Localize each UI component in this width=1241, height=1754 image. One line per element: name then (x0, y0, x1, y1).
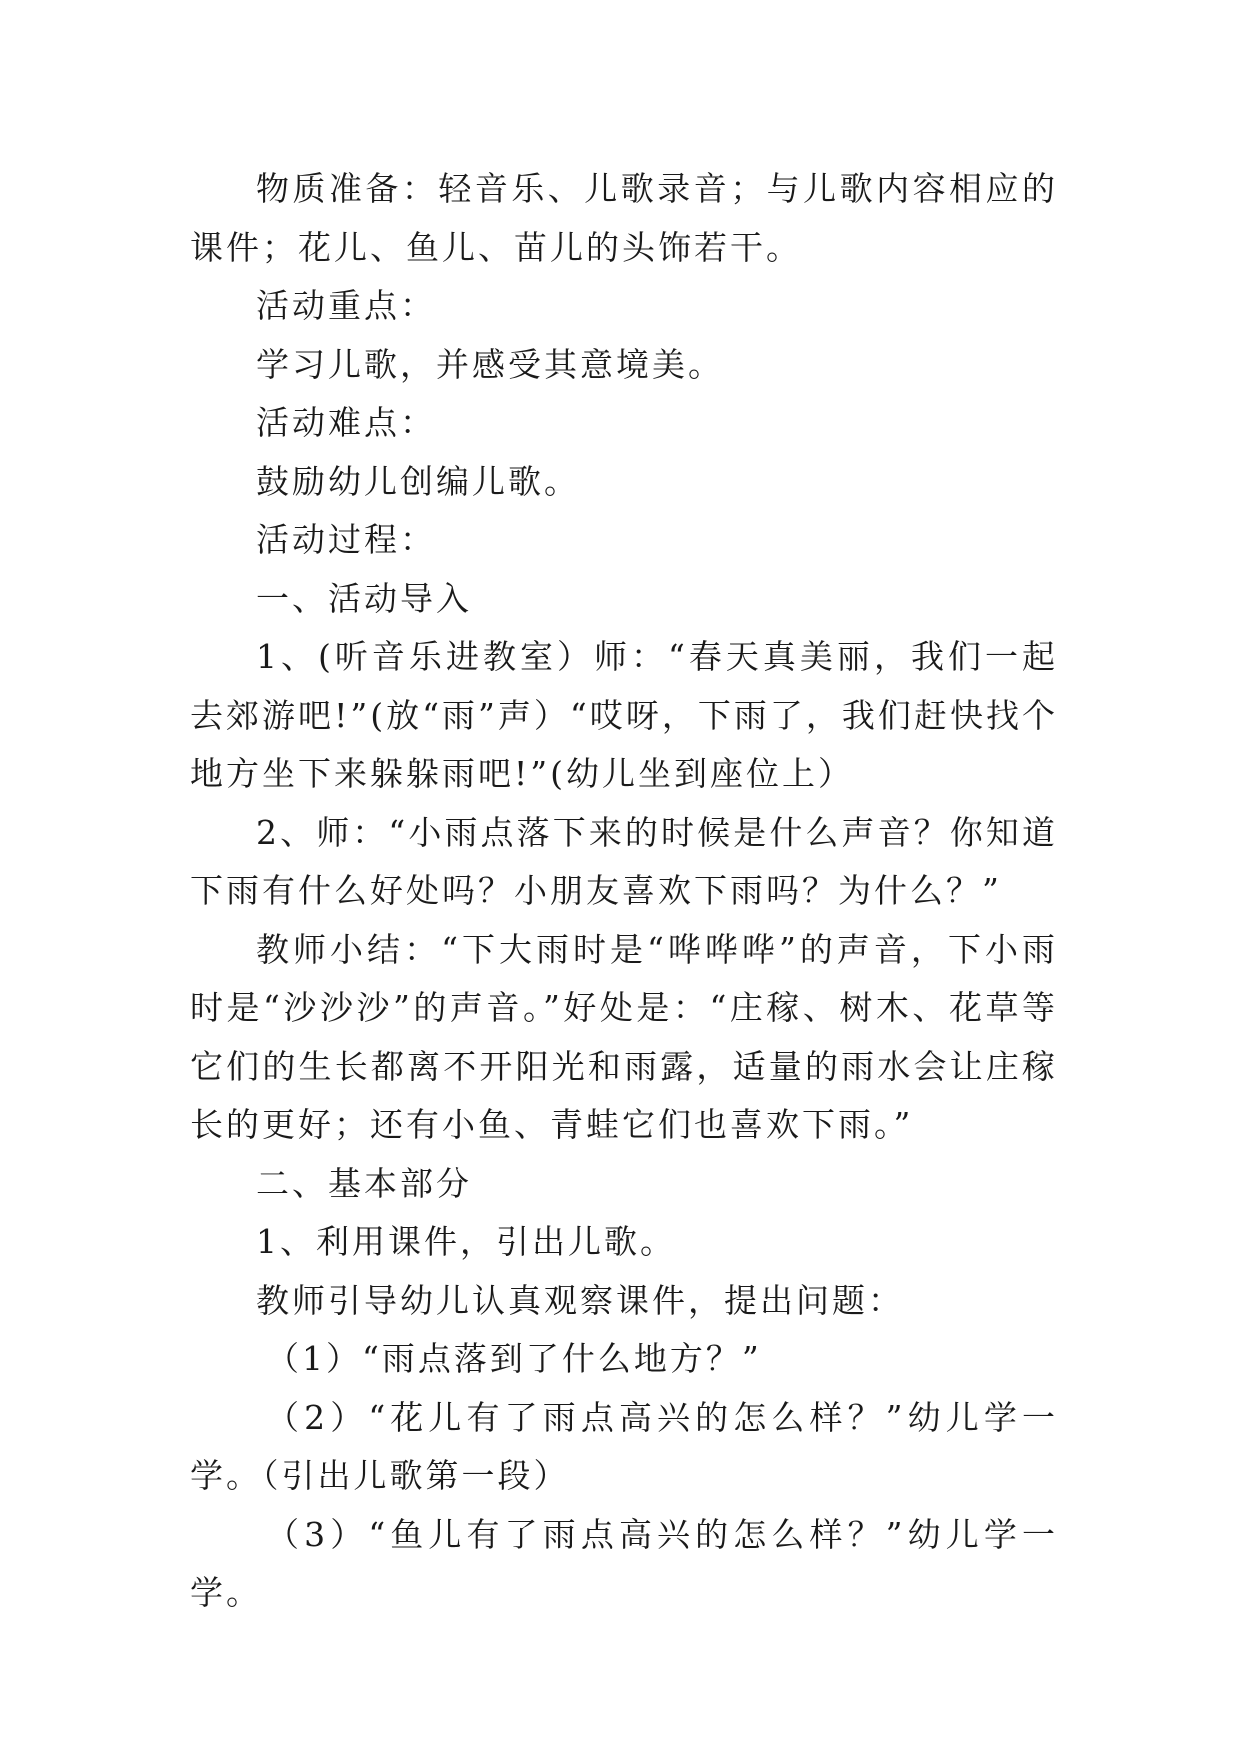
heading-difficulties: 活动难点： (256, 403, 436, 442)
paragraph-step-2: 2、师：“小雨点落下来的时候是什么声音？你知道下雨有什么好处吗？小朋友喜欢下雨吗？为什么？” (190, 812, 1058, 910)
question-3: （3）“鱼儿有了雨点高兴的怎么样？”幼儿学一学。 (190, 1514, 1058, 1612)
paragraph-guide-questions: 教师引导幼儿认真观察课件，提出问题： (256, 1280, 904, 1320)
paragraph-materials: 物质准备：轻音乐、儿歌录音；与儿歌内容相应的课件；花儿、鱼儿、苗儿的头饰若干。 (190, 169, 1058, 267)
heading-introduction: 一、活动导入 (256, 578, 472, 618)
document-body (190, 160, 1058, 1623)
question-2: （2）“花儿有了雨点高兴的怎么样？”幼儿学一学。（引出儿歌第一段） (190, 1397, 1058, 1495)
paragraph-teacher-summary: 教师小结：“下大雨时是“哗哗哗”的声音，下小雨时是“沙沙沙”的声音。”好处是：“庄稼、树木、花草等它们的生长都离不开阳光和雨露，适量的雨水会让庄稼长的更好；还有小鱼、青蛙它们也喜欢下雨。” (190, 929, 1058, 1144)
heading-basic-part: 二、基本部分 (256, 1163, 472, 1203)
paragraph-difficulties: 鼓励幼儿创编儿歌。 (256, 461, 580, 501)
paragraph-key-points: 学习儿歌，并感受其意境美。 (256, 344, 724, 384)
heading-process: 活动过程： (256, 520, 436, 559)
paragraph-basic-step-1: 1、利用课件，引出儿歌。 (256, 1222, 676, 1261)
paragraph-step-1: 1、(听音乐进教室）师：“春天真美丽，我们一起去郊游吧!”(放“雨”声）“哎呀，下雨了，我们赶快找个地方坐下来躲躲雨吧!”(幼儿坐到座位上） (190, 637, 1058, 793)
question-1: （1）“雨点落到了什么地方？” (266, 1339, 762, 1378)
heading-key-points: 活动重点： (256, 286, 436, 325)
